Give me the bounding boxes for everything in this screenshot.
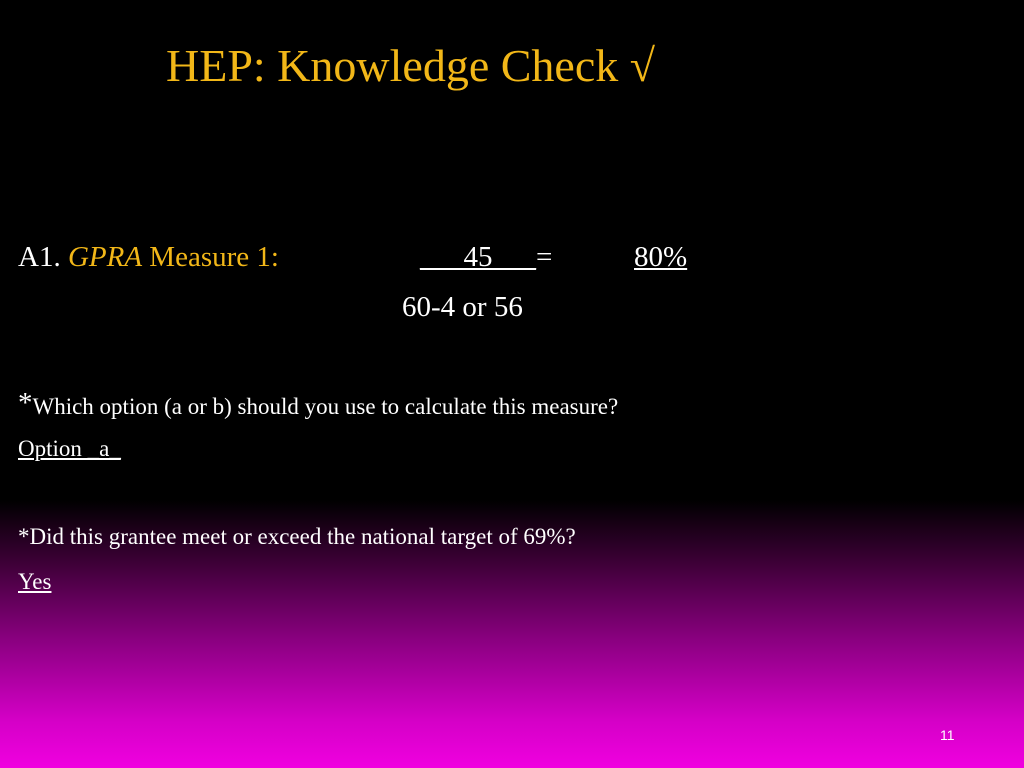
measure-label [18,240,279,274]
question-asterisk: * [18,387,33,419]
question-option-text: Which option (a or b) should you use to calculate this measure? [32,394,619,419]
fraction-numerator [420,240,552,274]
answer-option: Option _a_ [18,436,121,461]
numerator-value: ___45___ [420,241,536,273]
measure-gpra: GPRA [67,241,143,273]
measure-result: 80% [634,241,688,273]
measure-prefix: A1. [18,241,61,273]
answer-target: Yes [18,569,52,594]
question-target: *Did this grantee meet or exceed the national target of 69%? [18,524,576,549]
fraction-denominator: 60-4 or 56 [402,291,523,323]
slide-title: HEP: Knowledge Check √ [166,40,655,91]
equals-sign: = [536,241,553,273]
measure-name: Measure 1: [149,241,279,273]
slide-number: 11 [940,727,955,743]
question-option [18,388,618,422]
